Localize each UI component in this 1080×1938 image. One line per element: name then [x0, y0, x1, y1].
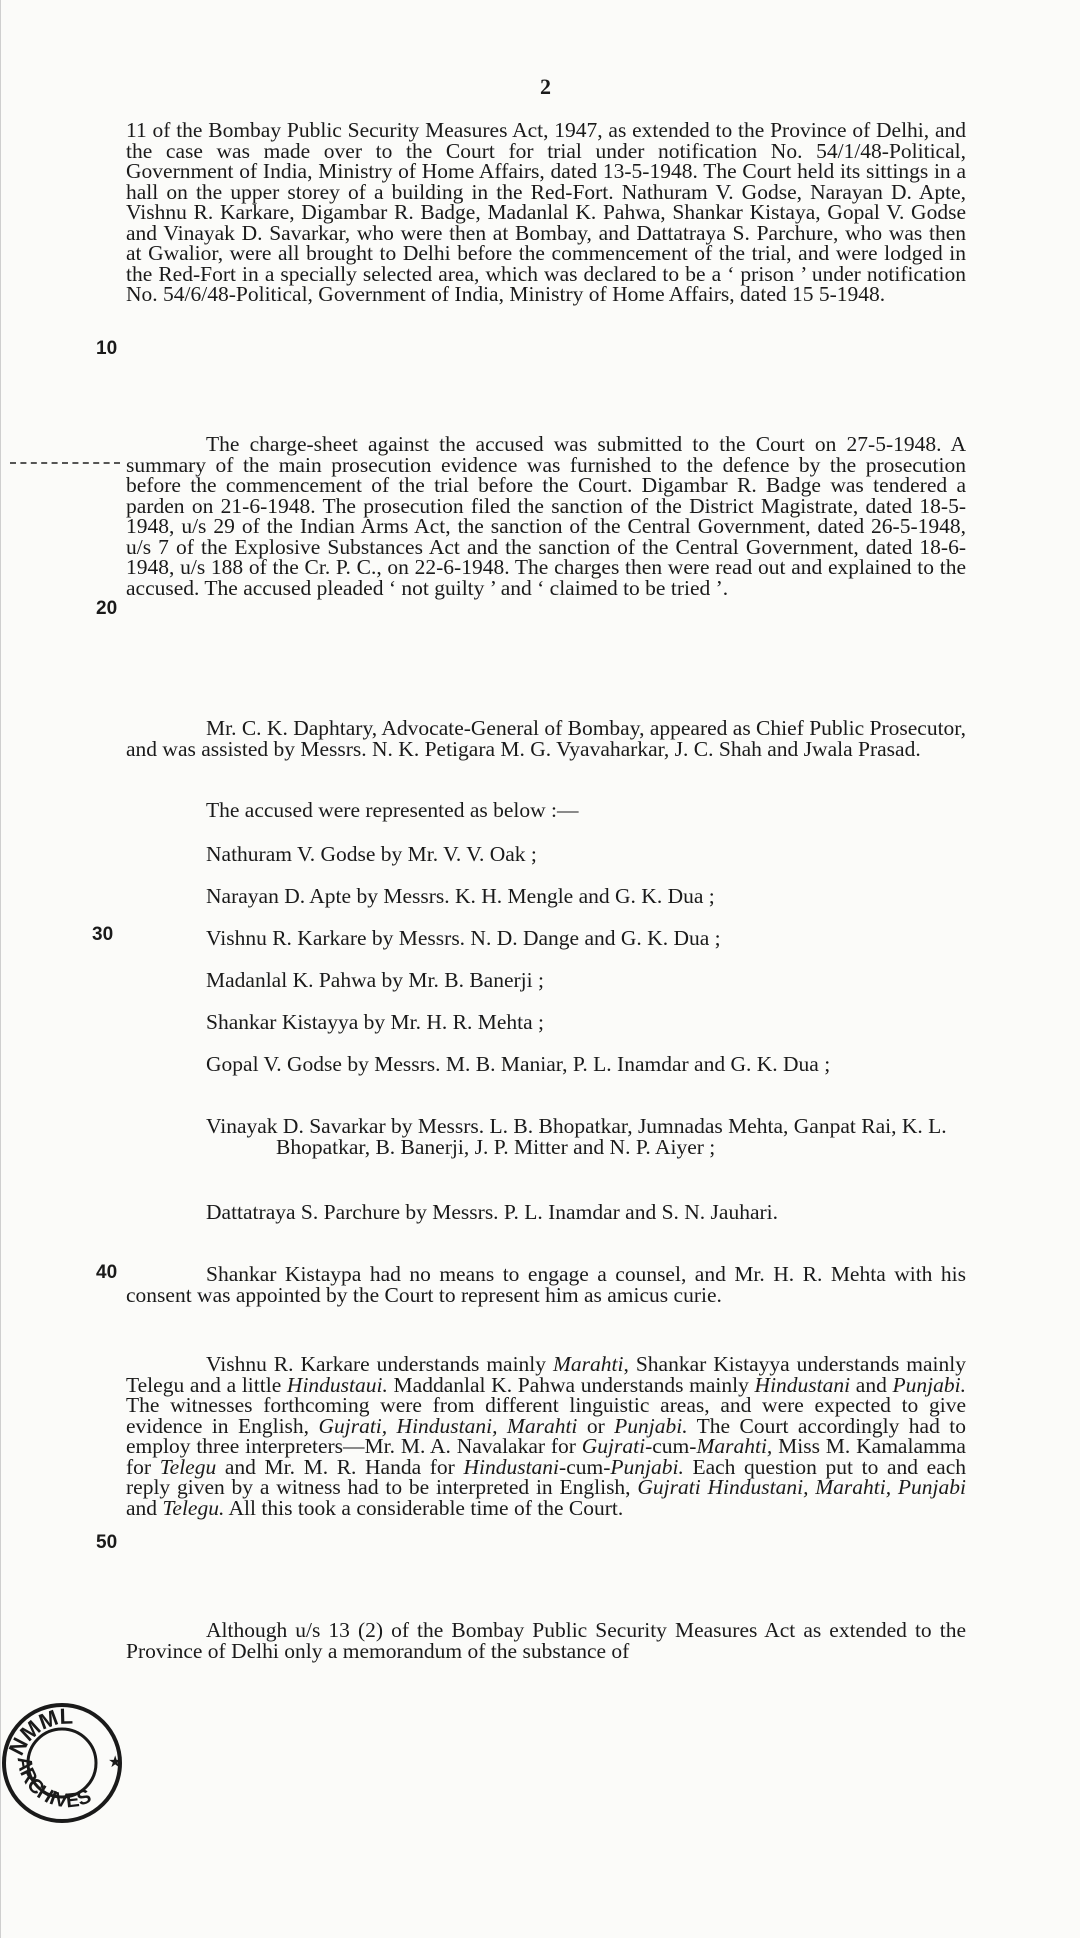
line-number-40: 40 [96, 1262, 118, 1283]
paragraph-representation-intro: The accused were represented as below :— [206, 798, 579, 822]
line-number-10: 10 [96, 338, 118, 359]
counsel-list-item: Madanlal K. Pahwa by Mr. B. Banerji ; [206, 968, 544, 992]
svg-text:NMML: NMML [3, 1703, 74, 1760]
line-number-30: 30 [92, 924, 114, 945]
paragraph-amicus-curie: Shankar Kistaypa had no means to engage a counsel, and Mr. H. R. Mehta with his consent was appointed by the Court to represent him as amicus curie. [126, 1262, 966, 1307]
paragraph-charge-sheet: The charge-sheet against the accused was submitted to the Court on 27-5-1948. A summary of the main prosecution evidence was furnished to the defence by the prosecution before the commencement of the trial before the Court. Digambar R. Badge was tendered a parden on 21-6-1948. The prosecution filed the sanction of the District Magistrate, dated 18-5-1948, u/s 29 of the Indian Arms Act, the sanction of the Central Government, dated 26-5-1948, u/s 7 of the Explosive Substances Act and the sanction of the Central Government, dated 18-6-1948, u/s 188 of the Cr. P. C., on 22-6-1948. The charges then were read out and explained to the accused. The accused pleaded ‘ not guilty ’ and ‘ claimed to be tried ’. [126, 432, 966, 600]
svg-text:★: ★ [108, 1752, 123, 1771]
line-number-20: 20 [96, 598, 118, 619]
counsel-list-item: Vinayak D. Savarkar by Messrs. L. B. Bhopatkar, Jumnadas Mehta, Ganpat Rai, K. L. Bhopatkar, B. Banerji, J. P. Mitter and N. P. Aiyer ; [206, 1114, 947, 1159]
paragraph-prosecutor: Mr. C. K. Daphtary, Advocate-General of Bombay, appeared as Chief Public Prosecutor, and was assisted by Messrs. N. K. Petigara M. G. Vyavaharkar, J. C. Shah and Jwala Prasad. [126, 716, 966, 761]
counsel-list-item: Nathuram V. Godse by Mr. V. V. Oak ; [206, 842, 537, 866]
counsel-list-item: Shankar Kistayya by Mr. H. R. Mehta ; [206, 1010, 544, 1034]
counsel-list-item: Narayan D. Apte by Messrs. K. H. Mengle and G. K. Dua ; [206, 884, 715, 908]
paragraph-interpreters: Vishnu R. Karkare understands mainly Marahti, Shankar Kistayya understands mainly Telegu and a little Hindustaui. Maddanlal K. Pahwa understands mainly Hindustani and Punjabi. The witnesses forthcoming were from different linguistic areas, and were expected to give evidence in English, Gujrati, Hindustani, Marahti or Punjabi. The Court accordingly had to employ three interpreters—Mr. M. A. Navalakar for Gujrati-cum-Marahti, Miss M. Kamalamma for Telegu and Mr. M. R. Handa for Hindustani-cum-Punjabi. Each question put to and each reply given by a witness had to be interpreted in English, Gujrati Hindustani, Marahti, Punjabi and Telegu. All this took a considerable time of the Court. [126, 1352, 967, 1520]
paragraph-continuation: 11 of the Bombay Public Security Measures Act, 1947, as extended to the Province of Delhi, and the case was made over to the Court for trial under notification No. 54/1/48-Political, Government of India, Ministry of Home Affairs, dated 13-5-1948. The Court held its sittings in a hall on the upper storey of a building in the Red-Fort. Nathuram V. Godse, Narayan D. Apte, Vishnu R. Karkare, Digambar R. Badge, Madanlal K. Pahwa, Shankar Kistaya, Gopal V. Godse and Vinayak D. Savarkar, who were then at Bombay, and Dattatraya S. Parchure, who was then at Gwalior, were all brought to Delhi before the commencement of the trial, and were lodged in the Red-Fort in a specially selected area, which was declared to be a ‘ prison ’ under notification No. 54/6/48-Political, Government of India, Ministry of Home Affairs, dated 15 5-1948. [126, 118, 966, 306]
counsel-list-item: Gopal V. Godse by Messrs. M. B. Maniar, P. L. Inamdar and G. K. Dua ; [206, 1052, 831, 1076]
counsel-list-item: Dattatraya S. Parchure by Messrs. P. L. Inamdar and S. N. Jauhari. [206, 1200, 779, 1224]
svg-text:ARCHIVES: ARCHIVES [12, 1754, 95, 1813]
scan-edge [0, 0, 1, 1938]
archives-stamp-icon [0, 1695, 130, 1825]
paragraph-memorandum: Although u/s 13 (2) of the Bombay Public Security Measures Act as extended to the Province of Delhi only a memorandum of the substance of [126, 1618, 966, 1663]
margin-dash-mark [10, 462, 120, 464]
counsel-list-item: Vishnu R. Karkare by Messrs. N. D. Dange and G. K. Dua ; [206, 926, 721, 950]
page-number: 2 [540, 74, 551, 99]
line-number-50: 50 [96, 1532, 118, 1553]
